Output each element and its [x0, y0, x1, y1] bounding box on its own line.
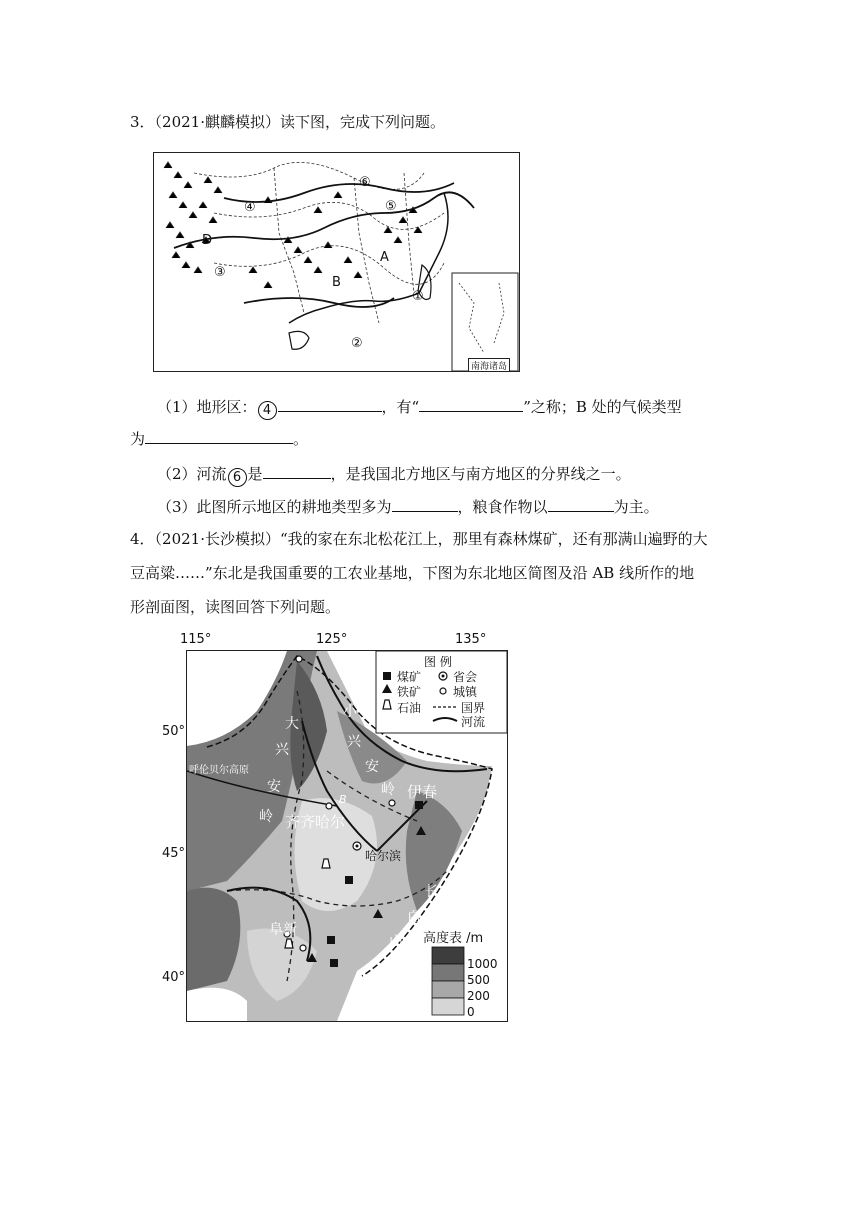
legend-coal: 煤矿: [397, 670, 422, 684]
lon-tick-125: 125°: [316, 632, 348, 647]
range-small2: 兴: [347, 734, 361, 750]
elevation-0: 0: [467, 1005, 475, 1019]
map1-label-3: ③: [214, 265, 226, 280]
legend-river: 河流: [461, 715, 486, 729]
range-big2: 兴: [275, 742, 289, 758]
q4-line2: 豆高粱……”东北是我国重要的工农业基地，下图为东北地区简图及沿 AB 线所作的地: [130, 564, 695, 582]
answer-blank[interactable]: [278, 395, 382, 412]
legend-capital: 省会: [453, 670, 478, 684]
answer-blank[interactable]: [392, 495, 458, 512]
lon-tick-135: 135°: [455, 632, 487, 647]
lat-tick-40: 40°: [162, 970, 186, 985]
range-cb2: 白: [407, 910, 421, 926]
map1-label-a: A: [380, 250, 389, 265]
place-fuxin: 阜新: [269, 922, 297, 938]
map1-label-4: ④: [244, 200, 256, 215]
range-cb1: 长: [425, 884, 439, 900]
range-small4: 岭: [381, 782, 395, 798]
answer-blank[interactable]: [263, 462, 331, 479]
elevation-1000: 1000: [467, 957, 498, 971]
range-big4: 岭: [259, 809, 273, 825]
range-big1: 大: [285, 716, 299, 732]
range-small3: 安: [365, 759, 379, 775]
elevation-200: 200: [467, 989, 490, 1003]
lon-tick-115: 115°: [180, 632, 212, 647]
elevation-500: 500: [467, 973, 490, 987]
place-yichun: 伊春: [407, 783, 438, 801]
q4-line1: 4．（2021·长沙模拟）“我的家在东北松花江上，那里有森林煤矿，还有那满山遍野的大: [130, 530, 708, 548]
q3-part1-line: （1）地形区： 4 ，有“ ”之称；B 处的气候类型: [157, 395, 682, 420]
lat-tick-50: 50°: [162, 724, 186, 739]
place-b: B: [339, 793, 347, 806]
place-hulunbuir: 呼伦贝尔高原: [189, 765, 249, 776]
answer-blank[interactable]: [548, 495, 614, 512]
q3-part1-cont: 为 。: [130, 427, 308, 449]
q3-part2-line: （2）河流 6 是 ，是我国北方地区与南方地区的分界线之一。: [157, 462, 631, 487]
south-china-map: [153, 152, 520, 372]
place-qiqihar: 齐齐哈尔: [285, 813, 346, 831]
answer-blank[interactable]: [419, 395, 523, 412]
map1-inset-label: 南海诸岛: [468, 358, 510, 372]
map1-label-d: D: [202, 233, 213, 248]
q3-part3-line: （3）此图所示地区的耕地类型多为 ，粮食作物以 为主。: [157, 495, 659, 517]
circle-4: 4: [258, 401, 277, 420]
map1-label-5: ⑤: [385, 199, 397, 214]
range-cb3: 山: [389, 934, 403, 950]
legend-town: 城镇: [453, 685, 478, 699]
circle-6: 6: [228, 468, 247, 487]
south-china-map-svg: [154, 153, 519, 371]
q4-line3: 形剖面图，读图回答下列问题。: [130, 598, 341, 616]
elevation-title: 高度表 /m: [423, 931, 484, 946]
legend-border: 国界: [461, 701, 486, 715]
legend-title: 图 例: [424, 655, 452, 669]
map1-label-1: ①: [412, 289, 424, 304]
place-harbin: 哈尔滨: [365, 849, 402, 863]
northeast-china-map: [186, 650, 508, 1022]
legend-iron: 铁矿: [397, 685, 422, 699]
range-small1: 小: [343, 704, 357, 720]
lat-tick-45: 45°: [162, 846, 186, 861]
map1-label-6: ⑥: [359, 175, 371, 190]
answer-blank[interactable]: [145, 427, 293, 444]
map1-label-b: B: [332, 275, 341, 290]
map1-label-2: ②: [351, 336, 363, 351]
q3-header: 3．（2021·麒麟模拟）读下图，完成下列问题。: [130, 113, 445, 131]
range-big3: 安: [267, 779, 281, 795]
legend-oil: 石油: [397, 701, 422, 715]
